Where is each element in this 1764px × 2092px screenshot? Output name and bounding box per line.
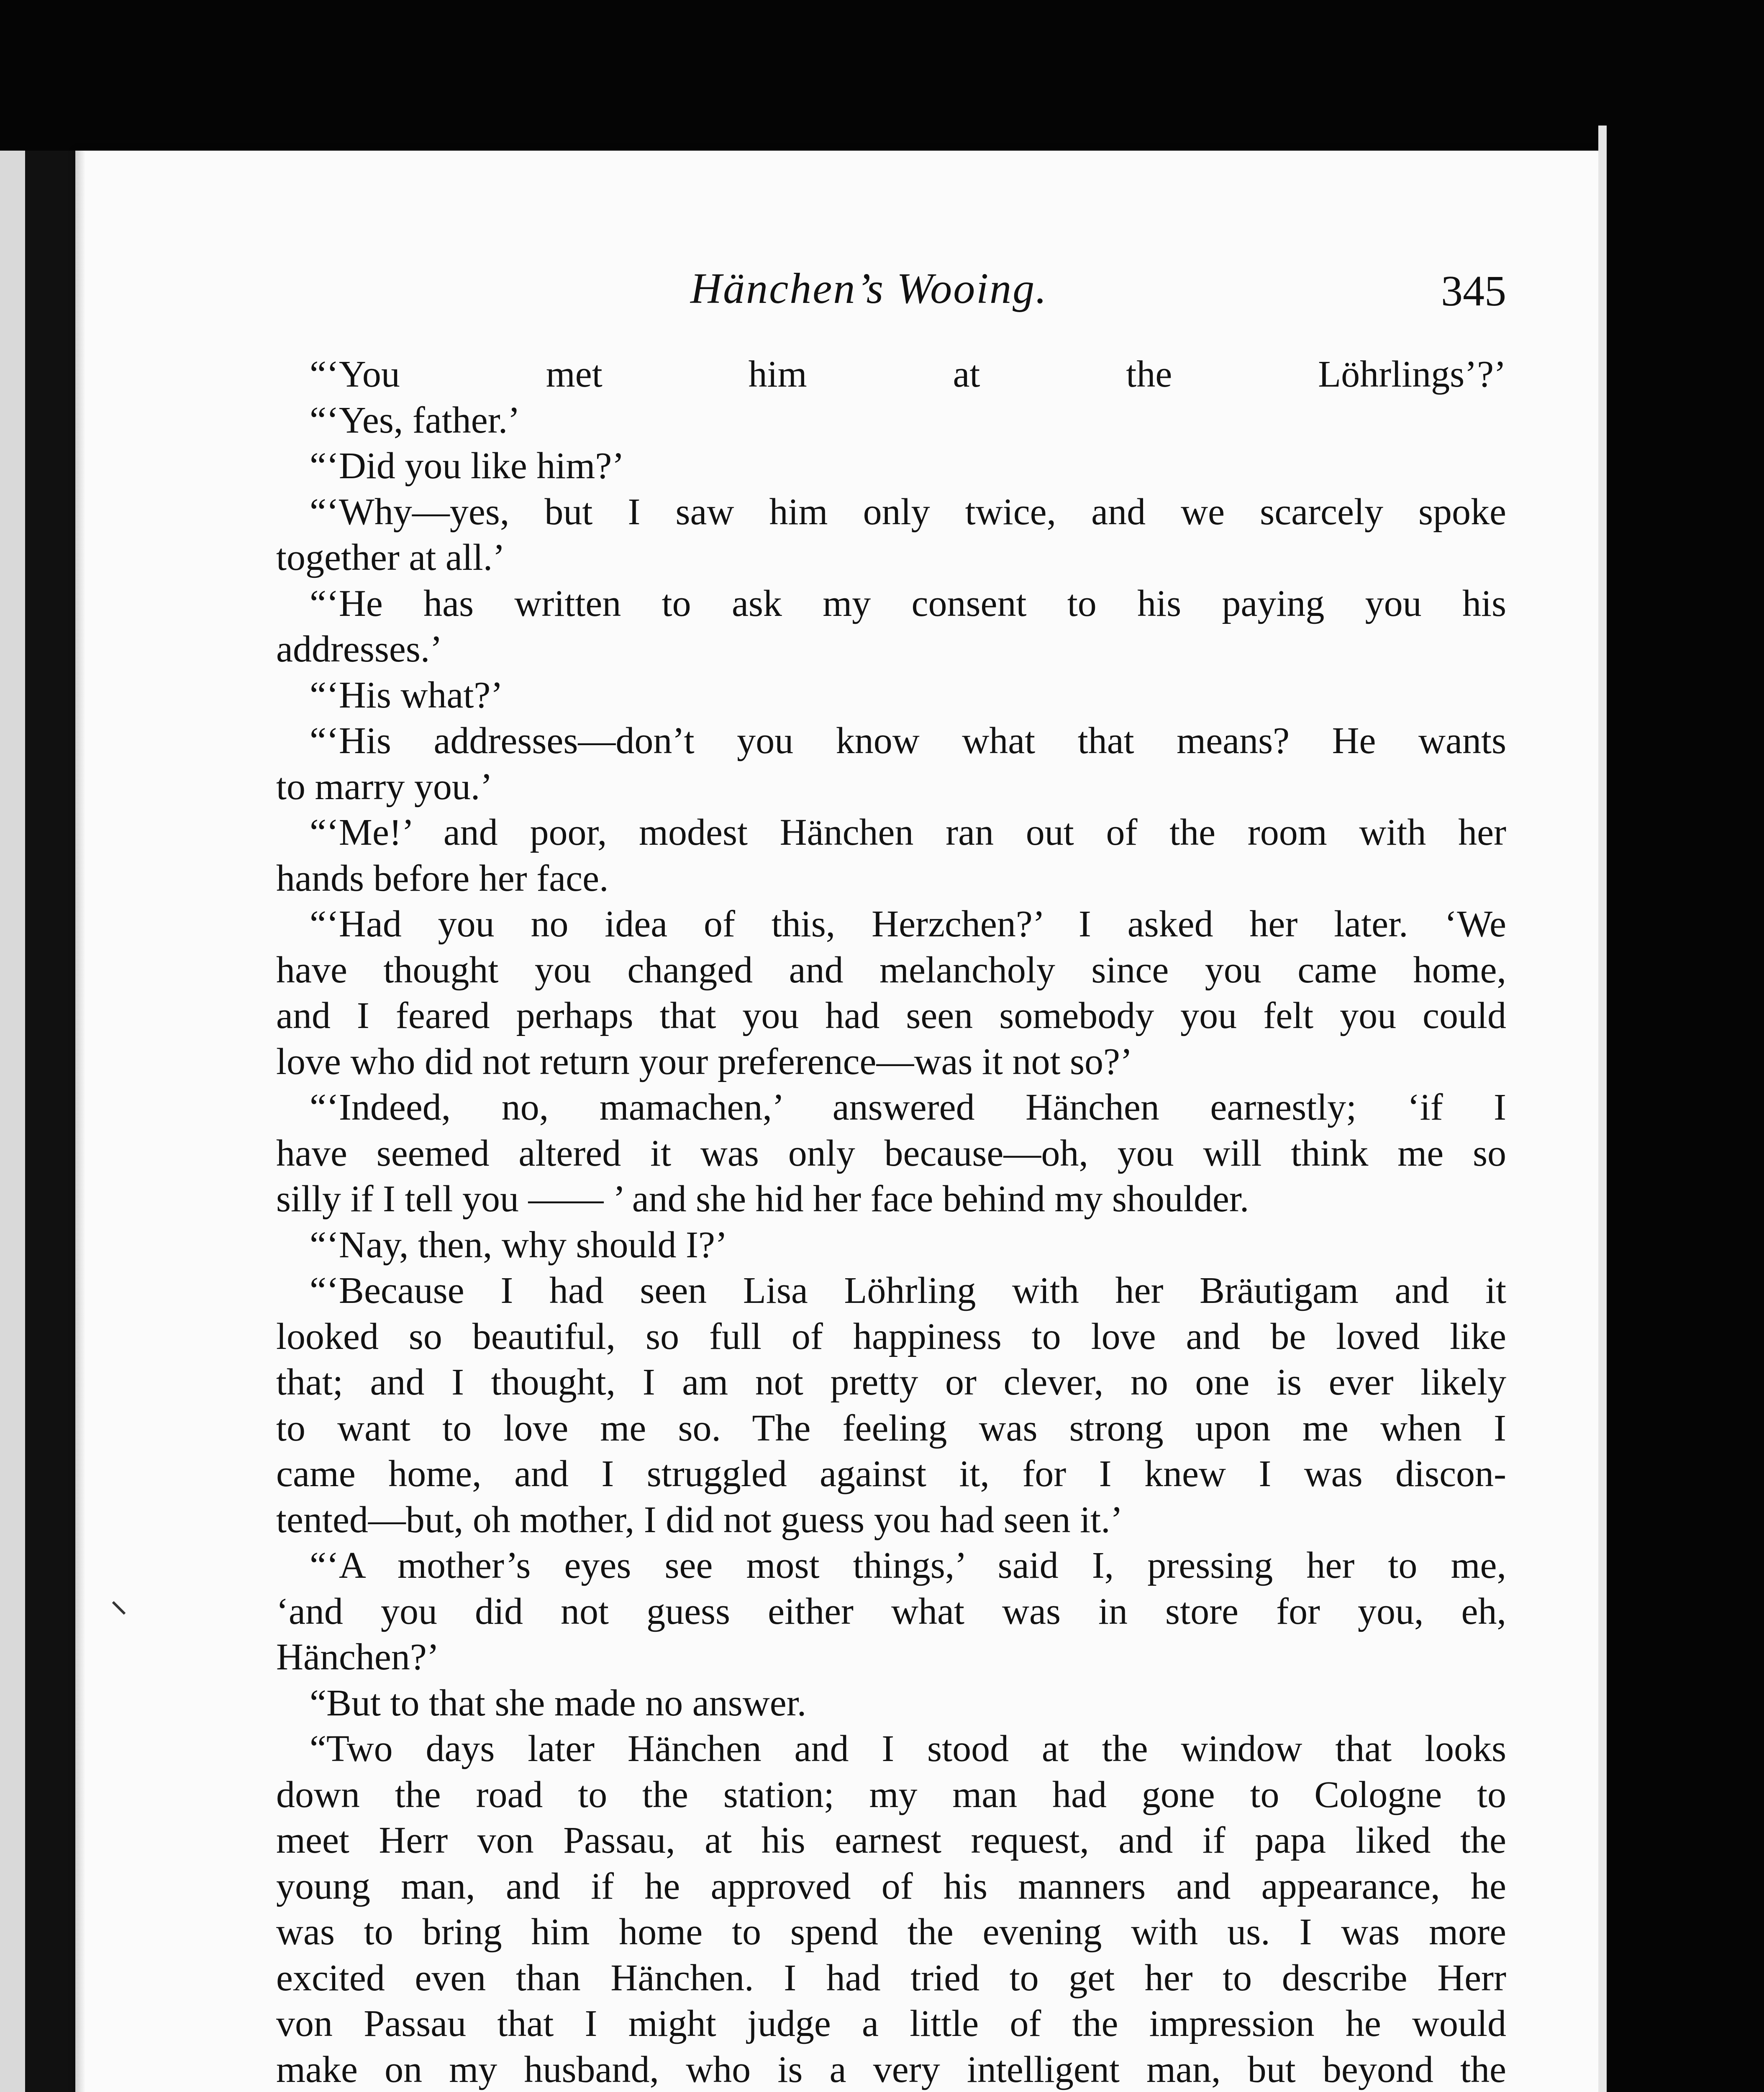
text-line: came home, and I struggled against it, for I knew I was discon- — [276, 1453, 1506, 1495]
text-line: have seemed altered it was only because—oh, you will think me so — [276, 1132, 1506, 1174]
gutter-shadow — [25, 151, 75, 2092]
text-line: “‘You met him at the Löhrlings’?’ — [310, 354, 1506, 395]
text-line: make on my husband, who is a very intelligent man, but beyond the — [276, 2048, 1506, 2090]
text-line: young man, and if he approved of his manners and appearance, he — [276, 1865, 1506, 1907]
text-line: was to bring him home to spend the evening with us. I was more — [276, 1911, 1506, 1953]
text-line: addresses.’ — [276, 628, 443, 670]
text-line: looked so beautiful, so full of happiness to love and be loved like — [276, 1315, 1506, 1357]
text-line: Hänchen?’ — [276, 1636, 439, 1678]
left-page-edge — [0, 151, 25, 2092]
text-line: hands before her face. — [276, 857, 609, 899]
text-line: “‘He has written to ask my consent to his paying you his — [310, 582, 1506, 624]
text-line: to marry you.’ — [276, 766, 493, 808]
text-line: and I feared perhaps that you had seen somebody you felt you could — [276, 995, 1506, 1036]
text-line: silly if I tell you —— ’ and she hid her face behind my shoulder. — [276, 1178, 1249, 1220]
text-line: to want to love me so. The feeling was strong upon me when I — [276, 1407, 1506, 1449]
text-line: love who did not return your preference—was it not so?’ — [276, 1041, 1133, 1082]
text-line: “‘Because I had seen Lisa Löhrling with her Bräutigam and it — [310, 1270, 1506, 1311]
page-header — [201, 264, 1506, 318]
text-line: “‘Had you no idea of this, Herzchen?’ I asked her later. ‘We — [310, 903, 1506, 945]
body-text — [276, 351, 1506, 2092]
text-line: “‘Indeed, no, mamachen,’ answered Hänchen earnestly; ‘if I — [310, 1087, 1506, 1128]
right-page-edge — [1598, 126, 1607, 2092]
text-line: “‘A mother’s eyes see most things,’ said I, pressing her to me, — [310, 1545, 1506, 1586]
text-line: “‘His what?’ — [310, 674, 503, 716]
text-line: have thought you changed and melancholy since you came home, — [276, 949, 1506, 991]
page-number: 345 — [1441, 267, 1506, 315]
text-line: “‘Me!’ and poor, modest Hänchen ran out of the room with her — [310, 812, 1506, 853]
text-line: “But to that she made no answer. — [310, 1682, 807, 1724]
page-inner-edge — [75, 151, 85, 2092]
text-line: von Passau that I might judge a little of the impression he would — [276, 2003, 1506, 2044]
text-line: “‘Why—yes, but I saw him only twice, and we scarcely spoke — [310, 491, 1506, 533]
text-line: “Two days later Hänchen and I stood at the window that looks — [310, 1728, 1506, 1769]
text-line: “‘Yes, father.’ — [310, 399, 520, 441]
text-line: “‘His addresses—don’t you know what that means? He wants — [310, 720, 1506, 761]
text-line: down the road to the station; my man had gone to Cologne to — [276, 1774, 1506, 1815]
text-line: tented—but, oh mother, I did not guess you had seen it.’ — [276, 1499, 1123, 1541]
text-line: excited even than Hänchen. I had tried to get her to describe Herr — [276, 1957, 1506, 1999]
text-line: meet Herr von Passau, at his earnest request, and if papa liked the — [276, 1820, 1506, 1861]
text-line: ‘and you did not guess either what was in store for you, eh, — [276, 1590, 1506, 1632]
text-line: together at all.’ — [276, 537, 505, 578]
running-title: Hänchen’s Wooing. — [690, 264, 1048, 313]
text-line: “‘Nay, then, why should I?’ — [310, 1224, 728, 1266]
text-line: that; and I thought, I am not pretty or clever, no one is ever likely — [276, 1361, 1506, 1403]
text-line: “‘Did you like him?’ — [310, 445, 625, 487]
